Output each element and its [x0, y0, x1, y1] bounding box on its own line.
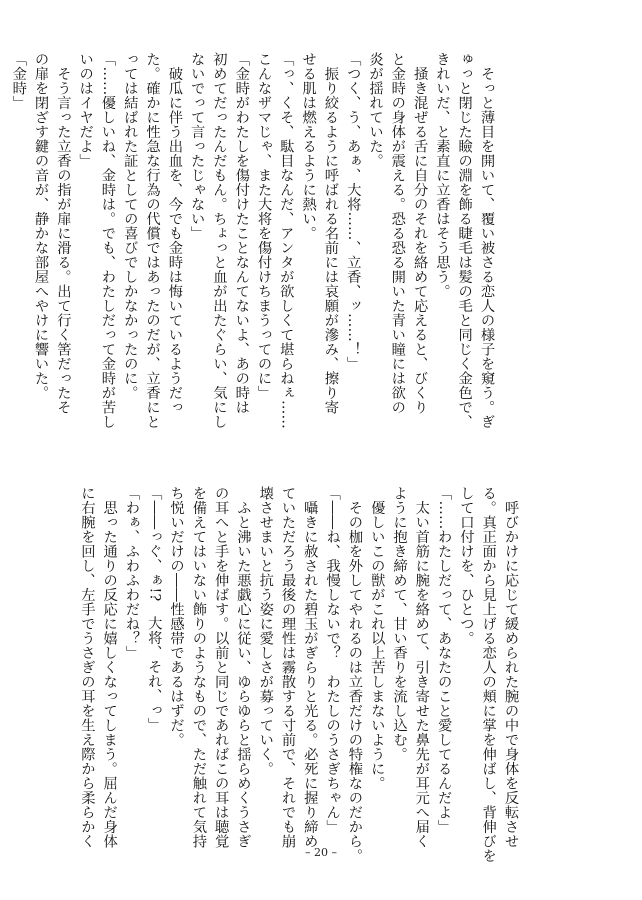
text-line: その枷を外してやれるのは立香だけの特権なのだから。 — [346, 486, 363, 863]
text-line: 破瓜に伴う出血を、今でも金時は悔いているようだっ — [166, 52, 183, 415]
text-line: せる肌は燃えるように熱い。 — [300, 52, 317, 241]
text-line: 「――ね、我慢しないで？ わたしのうさぎちゃん」 — [324, 486, 341, 834]
text-line: 「――っぐ、ぁ!? 大将、それ、っ」 — [146, 486, 163, 732]
text-line: ふと沸いた悪戯心に従い、ゆらゆらと揺らめくうさぎ — [235, 486, 252, 849]
text-line: きれいだ、と素直に立香はそう思う。 — [434, 52, 451, 299]
text-line: ゅっと閉じた瞼の淵を飾る睫毛は髪の毛と同じく金色で、 — [456, 52, 473, 429]
text-line: っては結ばれた証としての喜びでしかなかったのに。 — [122, 52, 139, 400]
text-line: 「……優しいね、金時は。でも、わたしだって金時が苦し — [99, 52, 116, 429]
text-line: に右腕を回し、左手でうさぎの耳を生え際から柔らかく — [79, 486, 96, 849]
page-number: – 20 – — [305, 846, 337, 859]
text-line: 囁きに赦された碧玉がぎらりと光る。必死に握り締め — [302, 486, 319, 849]
text-line: こんなザマじゃ、また大将を傷付けちまうってのに」 — [256, 52, 273, 400]
text-line: 「っ、くそ、駄目なんだ、アンタが欲しくて堪らねぇ…… — [278, 52, 295, 429]
text-line: ていただろう最後の理性は霧散する寸前で、それでも崩 — [280, 486, 297, 849]
text-line: そう言った立香の指が扉に滑る。出て行く筈だったそ — [55, 52, 72, 415]
text-line: 思った通りの反応に嬉しくなってしまう。屈んだ身体 — [101, 486, 118, 849]
text-line: 初めてだったんだもん。ちょっと血が出たぐらい、気にし — [211, 52, 228, 429]
text-line: ないでって言ったじゃない」 — [189, 52, 206, 241]
text-line: 壊させまいと抗う姿に愛しさが募っていく。 — [257, 486, 274, 776]
text-line: 振り絞るように呼ばれる名前には哀願が滲み、擦り寄 — [322, 52, 339, 415]
text-line: 掻き混ぜる舌に自分のそれを絡めて応えると、びくり — [412, 52, 429, 415]
text-line: の耳へと手を伸ばす。以前と同じであればこの耳は聴覚 — [213, 486, 230, 849]
text-line: ち悦いだけの――性感帯であるはずだ。 — [168, 486, 185, 747]
text-line: 太い首筋に腕を絡めて、引き寄せた鼻先が耳元へ届く — [413, 486, 430, 849]
text-line: 呼びかけに応じて緩められた腕の中で身体を反転させ — [503, 486, 519, 849]
text-line: いのはイヤだよ」 — [77, 52, 94, 168]
text-line: そっと薄目を開いて、覆い被さる恋人の様子を窺う。ぎ — [479, 52, 495, 429]
text-line: る。真正面から見上げる恋人の頬に掌を伸ばし、背伸びを — [480, 486, 497, 863]
text-line: 炎が揺れていた。 — [367, 52, 384, 168]
text-line: 「金時がわたしを傷付けたことなんてないよ、あの時は — [233, 52, 250, 415]
text-line: を備えてはいない飾りのようなもので、ただ触れて気持 — [190, 486, 207, 849]
text-line: ように抱き締めて、甘い香りを流し込む。 — [391, 486, 408, 762]
text-line: た。確かに性急な行為の代償ではあったのだが、立香にと — [144, 52, 161, 429]
text-line: して口付けを、ひとつ。 — [458, 486, 475, 646]
text-line: の扉を閉ざす鍵の音が、静かな部屋へやけに響いた。 — [33, 52, 50, 400]
upper-text-block — [10, 52, 498, 429]
text-line: 「……わたしだって、あなたのこと愛してるんだよ」 — [436, 486, 453, 834]
text-line: 「わぁ、ふわふわだね？」 — [123, 486, 140, 660]
text-line: 「つく、う、あぁ、大将……、立香、ッ……！」 — [345, 52, 362, 371]
text-line: 優しいこの獣がこれ以上苦しまないように。 — [369, 486, 386, 791]
text-line: 「金時」 — [10, 52, 27, 110]
text-line: と金時の身体が震える。恐る恐る開いた青い瞳には欲の — [389, 52, 406, 415]
